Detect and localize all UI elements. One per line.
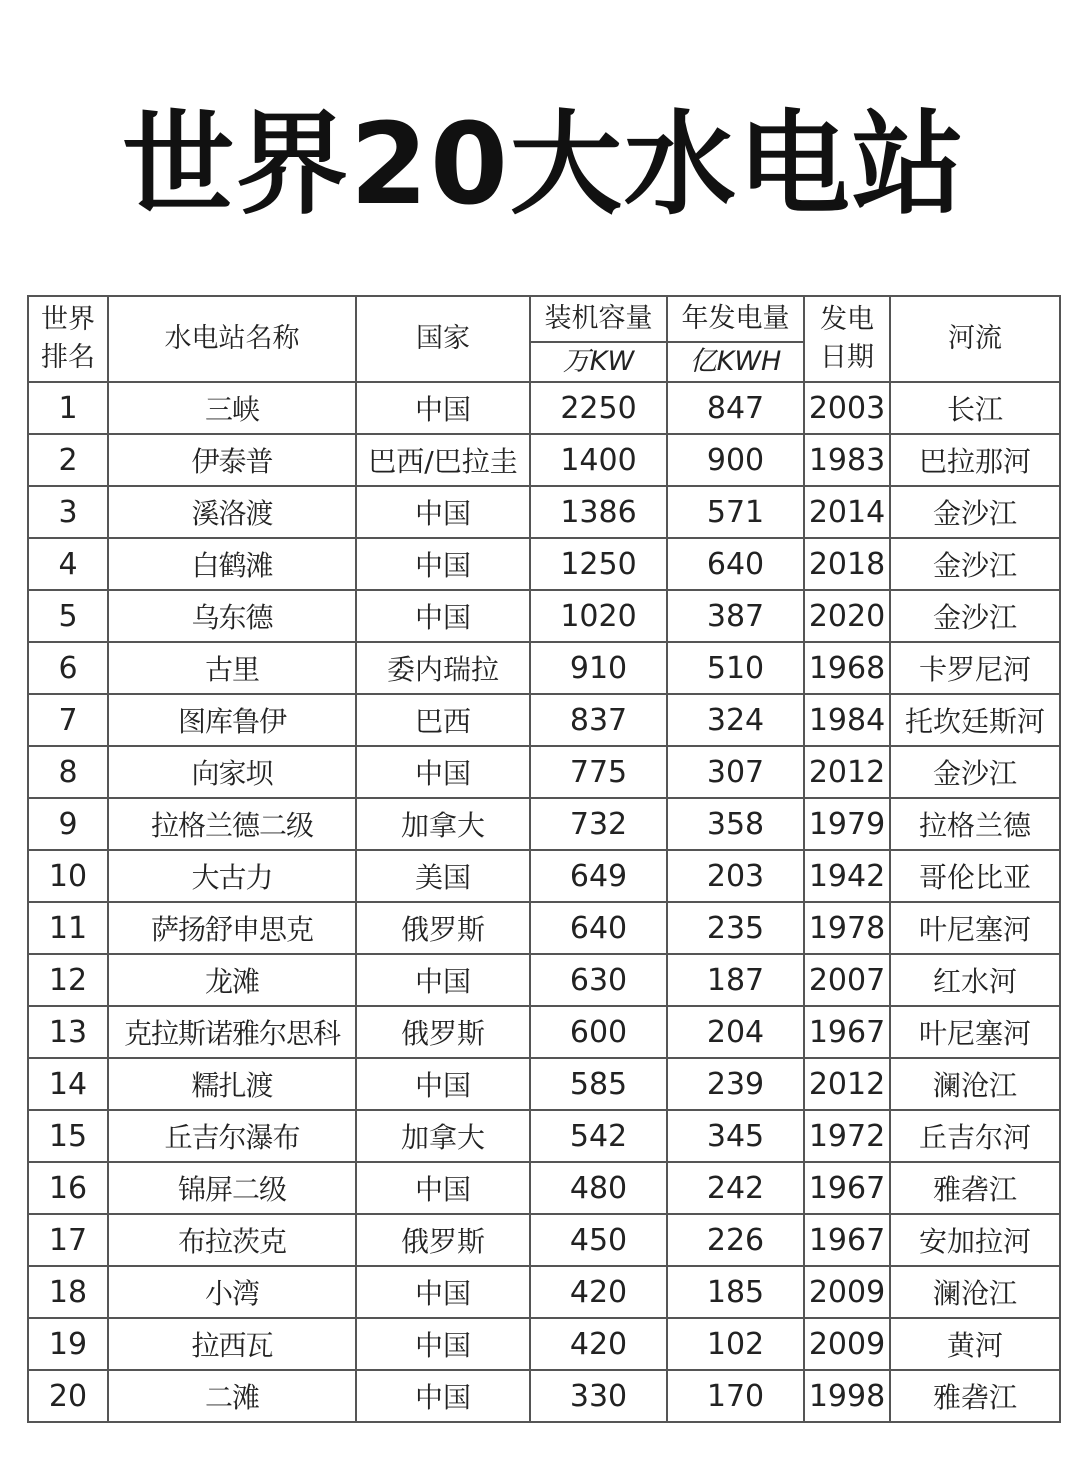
country-cell: 中国 [356,1370,530,1422]
table-row [28,1266,1060,1318]
table-row [28,850,1060,902]
capacity-cell: 2250 [530,382,667,434]
capacity-cell: 330 [530,1370,667,1422]
rank-cell: 4 [28,538,108,590]
river-cell: 叶尼塞河 [890,902,1060,954]
capacity-cell: 640 [530,902,667,954]
river-cell: 金沙江 [890,746,1060,798]
capacity-cell: 630 [530,954,667,1006]
country-cell: 中国 [356,746,530,798]
station-name-cell: 丘吉尔瀑布 [108,1110,356,1162]
annual-output-cell: 387 [667,590,804,642]
capacity-cell: 837 [530,694,667,746]
year-cell: 1968 [804,642,890,694]
header-capacity-unit: 万KW [530,342,667,382]
river-cell: 托坎廷斯河 [890,694,1060,746]
capacity-cell: 732 [530,798,667,850]
station-name-cell: 克拉斯诺雅尔思科 [108,1006,356,1058]
annual-output-cell: 235 [667,902,804,954]
table-row [28,486,1060,538]
rank-cell: 13 [28,1006,108,1058]
table-row [28,1370,1060,1422]
river-cell: 金沙江 [890,486,1060,538]
annual-output-cell: 203 [667,850,804,902]
station-name-cell: 锦屏二级 [108,1162,356,1214]
table-row [28,382,1060,434]
table-row [28,1318,1060,1370]
capacity-cell: 649 [530,850,667,902]
annual-output-cell: 900 [667,434,804,486]
country-cell: 中国 [356,590,530,642]
table-row [28,1110,1060,1162]
river-cell: 哥伦比亚 [890,850,1060,902]
table-row [28,1006,1060,1058]
station-name-cell: 萨扬舒申思克 [108,902,356,954]
country-cell: 中国 [356,954,530,1006]
annual-output-cell: 324 [667,694,804,746]
table-row [28,590,1060,642]
station-name-cell: 糯扎渡 [108,1058,356,1110]
table-row [28,902,1060,954]
river-cell: 雅砻江 [890,1370,1060,1422]
header-rank-label: 世界 排名 [41,304,95,373]
country-cell: 中国 [356,1266,530,1318]
rank-cell: 6 [28,642,108,694]
station-name-cell: 拉格兰德二级 [108,798,356,850]
country-cell: 中国 [356,1162,530,1214]
station-name-cell: 拉西瓦 [108,1318,356,1370]
station-name-cell: 向家坝 [108,746,356,798]
river-cell: 澜沧江 [890,1266,1060,1318]
year-cell: 1967 [804,1214,890,1266]
station-name-cell: 乌东德 [108,590,356,642]
table-header [28,296,1060,382]
year-cell: 2014 [804,486,890,538]
year-cell: 1983 [804,434,890,486]
annual-output-cell: 242 [667,1162,804,1214]
rank-cell: 2 [28,434,108,486]
capacity-cell: 1020 [530,590,667,642]
page-title: 世界20大水电站 [122,100,966,230]
station-name-cell: 古里 [108,642,356,694]
rank-cell: 15 [28,1110,108,1162]
capacity-cell: 420 [530,1318,667,1370]
rank-cell: 11 [28,902,108,954]
capacity-cell: 1386 [530,486,667,538]
annual-output-cell: 226 [667,1214,804,1266]
river-cell: 红水河 [890,954,1060,1006]
year-cell: 2012 [804,746,890,798]
rank-cell: 19 [28,1318,108,1370]
table-row [28,954,1060,1006]
annual-output-cell: 358 [667,798,804,850]
station-name-cell: 小湾 [108,1266,356,1318]
rank-cell: 17 [28,1214,108,1266]
annual-output-cell: 170 [667,1370,804,1422]
table-row [28,798,1060,850]
header-name: 水电站名称 [108,296,356,382]
river-cell: 安加拉河 [890,1214,1060,1266]
country-cell: 美国 [356,850,530,902]
rank-cell: 14 [28,1058,108,1110]
table-row [28,1214,1060,1266]
capacity-cell: 450 [530,1214,667,1266]
header-country: 国家 [356,296,530,382]
river-cell: 拉格兰德 [890,798,1060,850]
country-cell: 巴西 [356,694,530,746]
country-cell: 俄罗斯 [356,1214,530,1266]
country-cell: 巴西/巴拉圭 [356,434,530,486]
year-cell: 2003 [804,382,890,434]
station-name-cell: 龙滩 [108,954,356,1006]
river-cell: 雅砻江 [890,1162,1060,1214]
table-row [28,538,1060,590]
table-row [28,1162,1060,1214]
station-name-cell: 布拉茨克 [108,1214,356,1266]
capacity-cell: 585 [530,1058,667,1110]
river-cell: 金沙江 [890,590,1060,642]
station-name-cell: 伊泰普 [108,434,356,486]
year-cell: 1984 [804,694,890,746]
country-cell: 中国 [356,486,530,538]
year-cell: 2018 [804,538,890,590]
annual-output-cell: 102 [667,1318,804,1370]
capacity-cell: 480 [530,1162,667,1214]
rank-cell: 9 [28,798,108,850]
capacity-cell: 1400 [530,434,667,486]
year-cell: 1967 [804,1162,890,1214]
year-cell: 1998 [804,1370,890,1422]
country-cell: 委内瑞拉 [356,642,530,694]
table-row [28,434,1060,486]
annual-output-cell: 640 [667,538,804,590]
year-cell: 1979 [804,798,890,850]
rank-cell: 3 [28,486,108,538]
country-cell: 加拿大 [356,798,530,850]
annual-output-cell: 185 [667,1266,804,1318]
annual-output-cell: 847 [667,382,804,434]
capacity-cell: 775 [530,746,667,798]
header-date [804,296,890,382]
rank-cell: 16 [28,1162,108,1214]
header-river: 河流 [890,296,1060,382]
river-cell: 丘吉尔河 [890,1110,1060,1162]
river-cell: 澜沧江 [890,1058,1060,1110]
year-cell: 1978 [804,902,890,954]
year-cell: 1967 [804,1006,890,1058]
rank-cell: 10 [28,850,108,902]
annual-output-cell: 239 [667,1058,804,1110]
capacity-cell: 542 [530,1110,667,1162]
year-cell: 1942 [804,850,890,902]
station-name-cell: 大古力 [108,850,356,902]
capacity-cell: 600 [530,1006,667,1058]
table-row [28,746,1060,798]
header-capacity: 装机容量 [530,296,667,342]
annual-output-cell: 510 [667,642,804,694]
year-cell: 1972 [804,1110,890,1162]
hydropower-table [27,295,1061,1423]
table-row [28,694,1060,746]
capacity-cell: 910 [530,642,667,694]
table-row [28,1058,1060,1110]
header-rank [28,296,108,382]
river-cell: 叶尼塞河 [890,1006,1060,1058]
country-cell: 中国 [356,538,530,590]
country-cell: 中国 [356,1058,530,1110]
annual-output-cell: 307 [667,746,804,798]
rank-cell: 18 [28,1266,108,1318]
annual-output-cell: 571 [667,486,804,538]
capacity-cell: 1250 [530,538,667,590]
station-name-cell: 图库鲁伊 [108,694,356,746]
station-name-cell: 二滩 [108,1370,356,1422]
country-cell: 俄罗斯 [356,902,530,954]
year-cell: 2020 [804,590,890,642]
country-cell: 俄罗斯 [356,1006,530,1058]
country-cell: 加拿大 [356,1110,530,1162]
header-annual-output: 年发电量 [667,296,804,342]
year-cell: 2012 [804,1058,890,1110]
rank-cell: 12 [28,954,108,1006]
country-cell: 中国 [356,382,530,434]
annual-output-cell: 187 [667,954,804,1006]
year-cell: 2007 [804,954,890,1006]
rank-cell: 8 [28,746,108,798]
country-cell: 中国 [356,1318,530,1370]
rank-cell: 1 [28,382,108,434]
annual-output-cell: 345 [667,1110,804,1162]
river-cell: 黄河 [890,1318,1060,1370]
annual-output-cell: 204 [667,1006,804,1058]
table-row [28,642,1060,694]
header-date-label: 发电 日期 [820,304,874,373]
rank-cell: 20 [28,1370,108,1422]
river-cell: 卡罗尼河 [890,642,1060,694]
river-cell: 金沙江 [890,538,1060,590]
river-cell: 长江 [890,382,1060,434]
capacity-cell: 420 [530,1266,667,1318]
station-name-cell: 溪洛渡 [108,486,356,538]
rank-cell: 5 [28,590,108,642]
rank-cell: 7 [28,694,108,746]
station-name-cell: 三峡 [108,382,356,434]
year-cell: 2009 [804,1266,890,1318]
header-annual-unit: 亿KWH [667,342,804,382]
year-cell: 2009 [804,1318,890,1370]
table-body [28,382,1060,1422]
river-cell: 巴拉那河 [890,434,1060,486]
station-name-cell: 白鹤滩 [108,538,356,590]
